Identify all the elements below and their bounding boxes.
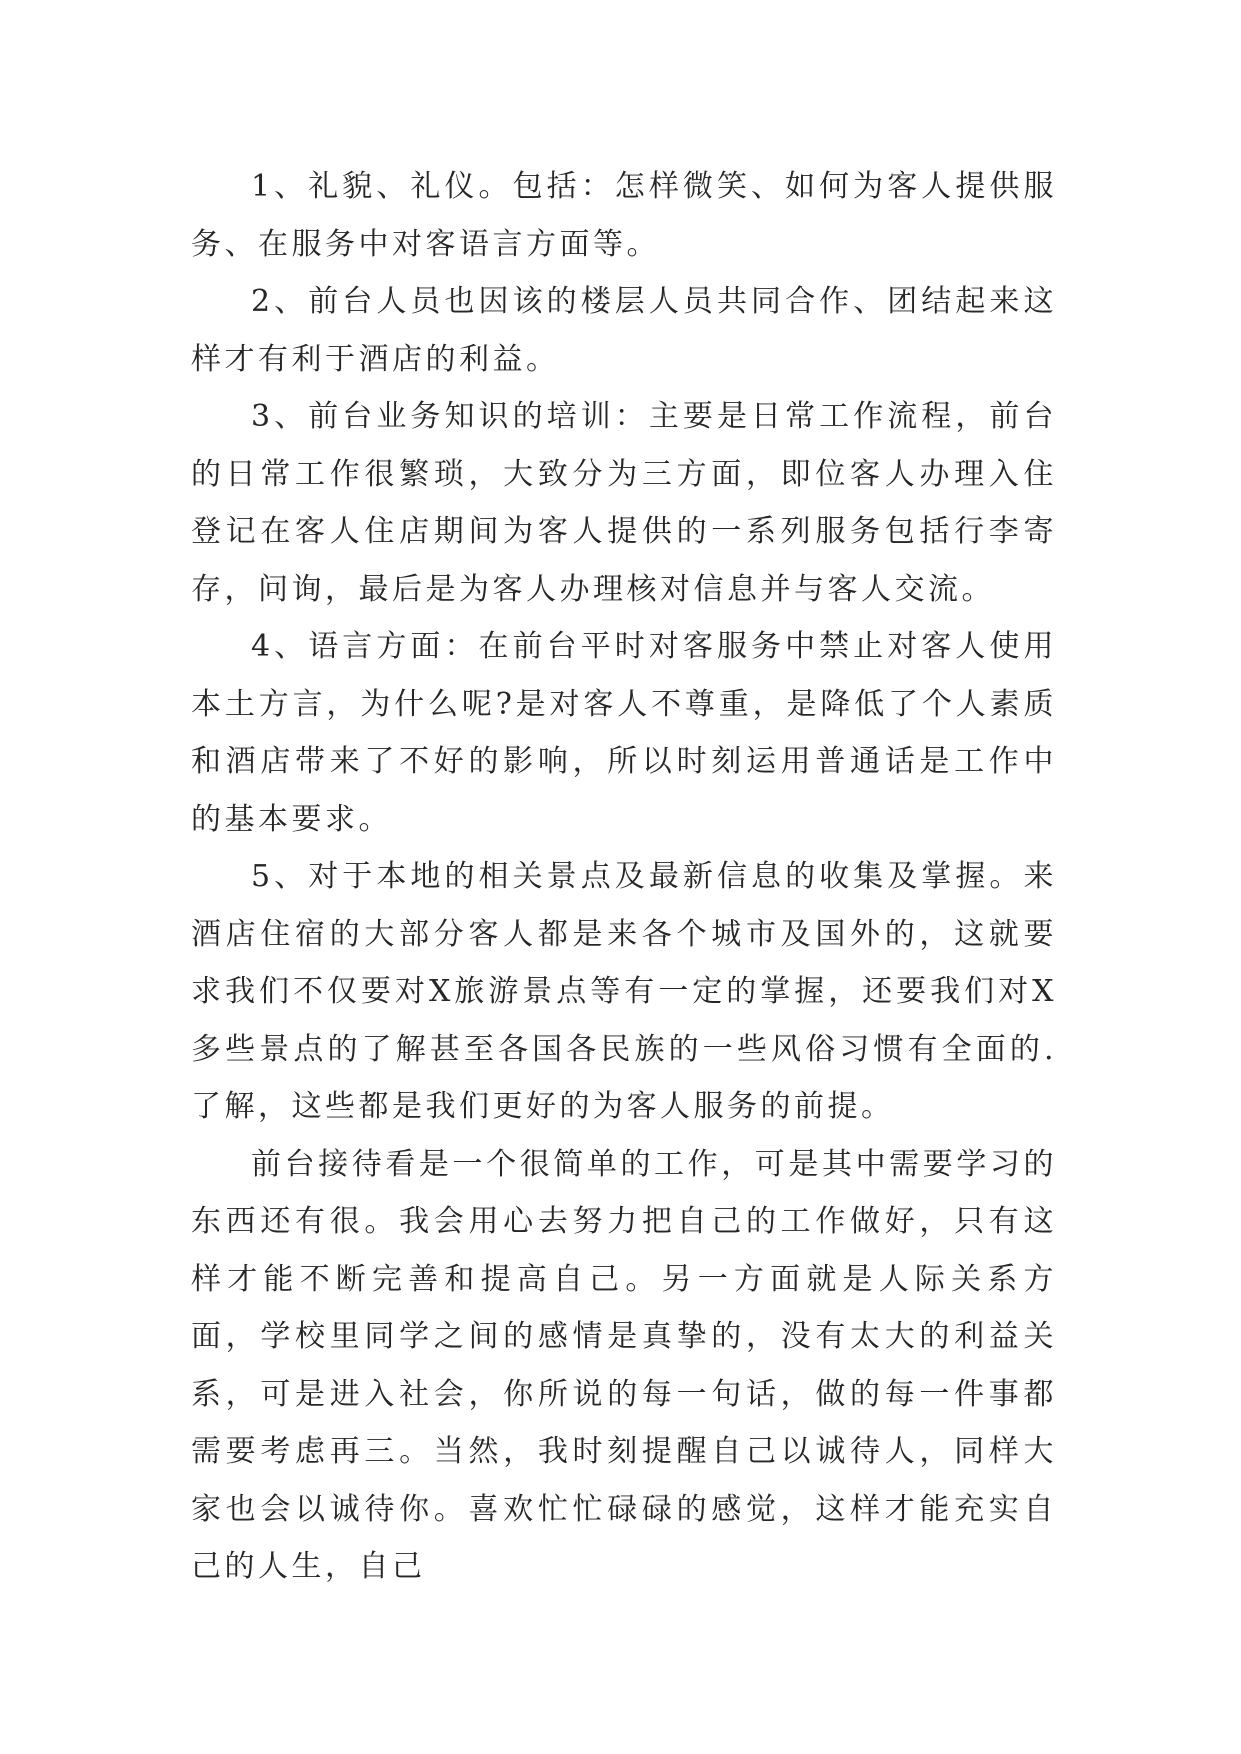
paragraph-front-desk-training: 3、前台业务知识的培训：主要是日常工作流程，前台的日常工作很繁琐，大致分为三方面，即位客人办理入住登记在客人住店期间为客人提供的一系列服务包括行李寄存，问询，最后是为客人办理核对信息并与客人交流。 (191, 399, 1057, 607)
paragraph-etiquette: 1、礼貌、礼仪。包括：怎样微笑、如何为客人提供服务、在服务中对客语言方面等。 (191, 169, 1057, 262)
paragraph-reflection: 前台接待看是一个很简单的工作，可是其中需要学习的东西还有很。我会用心去努力把自己的工作做好，只有这样才能不断完善和提高自己。另一方面就是人际关系方面，学校里同学之间的感情是真挚的，没有太大的利益关系，可是进入社会，你所说的每一句话，做的每一件事都需要考虑再三。当然，我时刻提醒自己以诚待人，同样大家也会以诚待你。喜欢忙忙碌碌的感觉，这样才能充实自己的人生，自己 (191, 1146, 1057, 1584)
paragraph-teamwork: 2、前台人员也因该的楼层人员共同合作、团结起来这样才有利于酒店的利益。 (191, 284, 1057, 377)
paragraph-language: 4、语言方面：在前台平时对客服务中禁止对客人使用本土方言，为什么呢?是对客人不尊重，是降低了个人素质和酒店带来了不好的影响，所以时刻运用普通话是工作中的基本要求。 (191, 629, 1057, 837)
document-body (191, 158, 1057, 1596)
paragraph-local-knowledge: 5、对于本地的相关景点及最新信息的收集及掌握。来酒店住宿的大部分客人都是来各个城市及国外的，这就要求我们不仅要对X旅游景点等有一定的掌握，还要我们对X多些景点的了解甚至各国各民族的一些风俗习惯有全面的.了解，这些都是我们更好的为客人服务的前提。 (191, 859, 1057, 1124)
